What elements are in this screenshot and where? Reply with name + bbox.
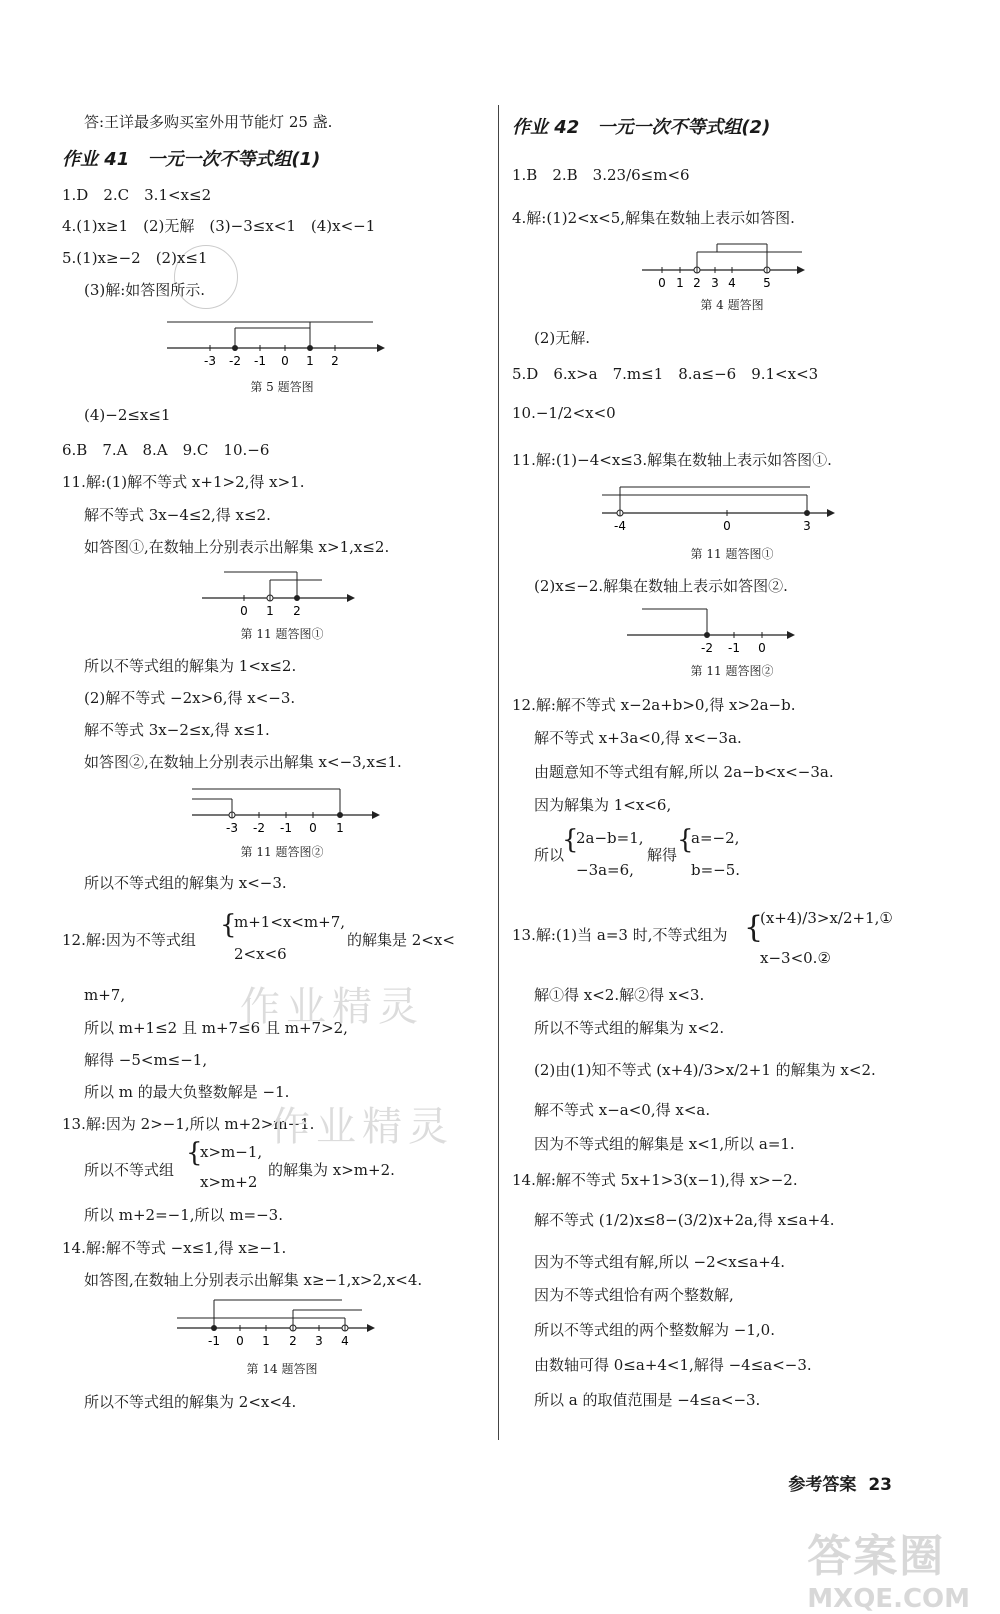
answer-line: 解①得 x<2.解②得 x<3. <box>534 986 705 1004</box>
answer-line: 的解集为 x>m+2. <box>268 1161 395 1179</box>
brace: { <box>677 825 694 855</box>
page-footer <box>788 1470 892 1495</box>
brace: { <box>562 825 579 855</box>
answer-line: 10.−1/2<x<0 <box>512 404 616 422</box>
figure-caption: 第 14 题答图 <box>246 1362 318 1376</box>
system-line: x>m+2 <box>200 1173 258 1191</box>
answer-line: 所以 m 的最大负整数解是 −1. <box>84 1083 290 1101</box>
figure-caption: 第 11 题答图② <box>690 664 774 678</box>
number-line-11a-right <box>602 483 932 538</box>
answer-line: 13.解:(1)当 a=3 时,不等式组为 <box>512 926 728 944</box>
answer-line: 因为不等式组的解集是 x<1,所以 a=1. <box>534 1135 795 1153</box>
answer-line: 4.(1)x≥1 (2)无解 (3)−3≤x<1 (4)x<−1 <box>62 217 376 235</box>
number-line-14 <box>177 1298 467 1353</box>
answer-line: 所以不等式组的解集为 x<−3. <box>84 874 287 892</box>
answer-line: 解不等式 (1/2)x≤8−(3/2)x+2a,得 x≤a+4. <box>534 1211 835 1229</box>
figure-caption: 第 5 题答图 <box>250 380 314 394</box>
answer-line: 13.解:因为 2>−1,所以 m+2>m−1. <box>62 1115 315 1133</box>
tick-label: -1 <box>280 821 292 835</box>
tick-label: 2 <box>693 276 701 290</box>
answer-line: 所以不等式组 <box>84 1161 175 1179</box>
tick-label: -1 <box>728 641 740 655</box>
tick-label: -3 <box>226 821 238 835</box>
watermark: 作业精灵 <box>270 1104 454 1150</box>
tick-label: 5 <box>763 276 771 290</box>
tick-label: 3 <box>711 276 719 290</box>
answer-line: 如答图①,在数轴上分别表示出解集 x>1,x≤2. <box>84 538 390 556</box>
tick-label: 1 <box>306 354 314 368</box>
system-line: m+1<x<m+7, <box>234 913 346 931</box>
tick-label: 4 <box>728 276 736 290</box>
column-divider <box>498 105 499 1440</box>
answer-line: (3)解:如答图所示. <box>84 281 206 299</box>
system-line: x>m−1, <box>200 1143 263 1161</box>
tick-label: -3 <box>204 354 216 368</box>
tick-label: 0 <box>309 821 317 835</box>
answer-line: 所以 <box>534 846 565 864</box>
system-line: 2<x<6 <box>234 945 287 963</box>
answer-line: (2)由(1)知不等式 (x+4)/3>x/2+1 的解集为 x<2. <box>534 1061 876 1079</box>
answer-line: 解不等式 3x−2≤x,得 x≤1. <box>84 721 270 739</box>
page-number: 23 <box>868 1475 892 1495</box>
tick-label: 0 <box>658 276 666 290</box>
footer-label: 参考答案 <box>788 1475 857 1495</box>
brand-url: MXQE.COM <box>807 1584 970 1614</box>
system-line: −3a=6, <box>576 861 634 879</box>
answer-line: 解不等式 x−a<0,得 x<a. <box>534 1101 711 1119</box>
answer-line: 5.D 6.x>a 7.m≤1 8.a≤−6 9.1<x<3 <box>512 365 819 383</box>
answer-line: 11.解:(1)−4<x≤3.解集在数轴上表示如答图①. <box>512 451 832 469</box>
answer-line: m+7, <box>84 986 126 1004</box>
tick-label: 2 <box>331 354 339 368</box>
answer-line: 因为解集为 1<x<6, <box>534 796 672 814</box>
answer-line: 5.(1)x≥−2 (2)x≤1 <box>62 249 208 267</box>
answer-line: (2)x≤−2.解集在数轴上表示如答图②. <box>534 577 788 595</box>
tick-label: 0 <box>240 604 248 618</box>
tick-label: 4 <box>341 1334 349 1348</box>
tick-label: -1 <box>254 354 266 368</box>
answer-line: 所以不等式组的解集为 1<x≤2. <box>84 657 297 675</box>
brand-name: 答案圈 <box>807 1531 946 1582</box>
answer-line: 12.解:因为不等式组 <box>62 931 196 949</box>
answer-line: 如答图②,在数轴上分别表示出解集 x<−3,x≤1. <box>84 753 402 771</box>
tick-label: 1 <box>336 821 344 835</box>
watermark: 作业精灵 <box>240 984 424 1030</box>
tick-label: 1 <box>676 276 684 290</box>
answer-line: 解不等式 x+3a<0,得 x<−3a. <box>534 729 742 747</box>
system-line: 2a−b=1, <box>576 829 644 847</box>
tick-label: 0 <box>758 641 766 655</box>
answer-line: 因为不等式组有解,所以 −2<x≤a+4. <box>534 1253 786 1271</box>
number-line-11a <box>202 568 422 618</box>
answer-line: (2)无解. <box>534 329 591 347</box>
system-line: (x+4)/3>x/2+1,① <box>760 909 893 927</box>
brace: { <box>744 910 764 945</box>
figure-caption: 第 11 题答图① <box>240 627 324 641</box>
figure-caption: 第 11 题答图① <box>690 547 774 561</box>
tick-label: 0 <box>281 354 289 368</box>
tick-label: -1 <box>208 1334 220 1348</box>
answer-line: 1.D 2.C 3.1<x≤2 <box>62 186 212 204</box>
number-line-4 <box>642 240 862 290</box>
tick-label: 0 <box>236 1334 244 1348</box>
answer-line: 由题意知不等式组有解,所以 2a−b<x<−3a. <box>534 763 834 781</box>
answer-line: 所以 a 的取值范围是 −4≤a<−3. <box>534 1391 761 1409</box>
answer-line: 所以不等式组的两个整数解为 −1,0. <box>534 1321 775 1339</box>
brace: { <box>220 910 237 940</box>
answer-line: 6.B 7.A 8.A 9.C 10.−6 <box>62 441 270 459</box>
number-line-5 <box>167 318 447 373</box>
tick-label: 2 <box>293 604 301 618</box>
answer-line: (4)−2≤x≤1 <box>84 406 171 424</box>
tick-label: 0 <box>723 519 731 533</box>
answer-line: 11.解:(1)解不等式 x+1>2,得 x>1. <box>62 473 305 491</box>
tick-label: -2 <box>253 821 265 835</box>
answer-line: 因为不等式组恰有两个整数解, <box>534 1286 734 1304</box>
answer-line: (2)解不等式 −2x>6,得 x<−3. <box>84 689 296 707</box>
tick-label: 1 <box>262 1334 270 1348</box>
answer-line: 答:王详最多购买室外用节能灯 25 盏. <box>84 113 333 131</box>
tick-label: 3 <box>315 1334 323 1348</box>
answer-line: 14.解:解不等式 5x+1>3(x−1),得 x>−2. <box>512 1171 798 1189</box>
answer-line: 所以不等式组的解集为 x<2. <box>534 1019 725 1037</box>
section-title-42: 作业 42 一元一次不等式组(2) <box>512 117 771 138</box>
answer-line: 1.B 2.B 3.23/6≤m<6 <box>512 166 690 184</box>
system-line: x−3<0.② <box>760 949 831 967</box>
answer-line: 解得 <box>647 846 678 864</box>
system-line: b=−5. <box>691 861 741 879</box>
section-title-41: 作业 41 一元一次不等式组(1) <box>62 149 321 170</box>
answer-line: 如答图,在数轴上分别表示出解集 x≥−1,x>2,x<4. <box>84 1271 423 1289</box>
answer-line: 的解集是 2<x< <box>347 931 455 949</box>
answer-line: 解不等式 3x−4≤2,得 x≤2. <box>84 506 271 524</box>
tick-label: 3 <box>803 519 811 533</box>
figure-caption: 第 4 题答图 <box>700 298 764 312</box>
number-line-11b <box>192 785 452 835</box>
answer-line: 12.解:解不等式 x−2a+b>0,得 x>2a−b. <box>512 696 796 714</box>
tick-label: -4 <box>614 519 626 533</box>
answer-line: 解得 −5<m≤−1, <box>84 1051 208 1069</box>
answer-line: 所以 m+2=−1,所以 m=−3. <box>84 1206 283 1224</box>
tick-label: -2 <box>701 641 713 655</box>
tick-label: 1 <box>266 604 274 618</box>
tick-label: 2 <box>289 1334 297 1348</box>
answer-line: 14.解:解不等式 −x≤1,得 x≥−1. <box>62 1239 287 1257</box>
answer-line: 4.解:(1)2<x<5,解集在数轴上表示如答图. <box>512 209 795 227</box>
answer-line: 所以不等式组的解集为 2<x<4. <box>84 1393 297 1411</box>
answer-line: 由数轴可得 0≤a+4<1,解得 −4≤a<−3. <box>534 1356 812 1374</box>
system-line: a=−2, <box>691 829 740 847</box>
figure-caption: 第 11 题答图② <box>240 845 324 859</box>
brace: { <box>186 1138 203 1168</box>
tick-label: -2 <box>229 354 241 368</box>
number-line-11b-right <box>627 605 857 655</box>
answer-line: 所以 m+1≤2 且 m+7≤6 且 m+7>2, <box>84 1019 348 1037</box>
